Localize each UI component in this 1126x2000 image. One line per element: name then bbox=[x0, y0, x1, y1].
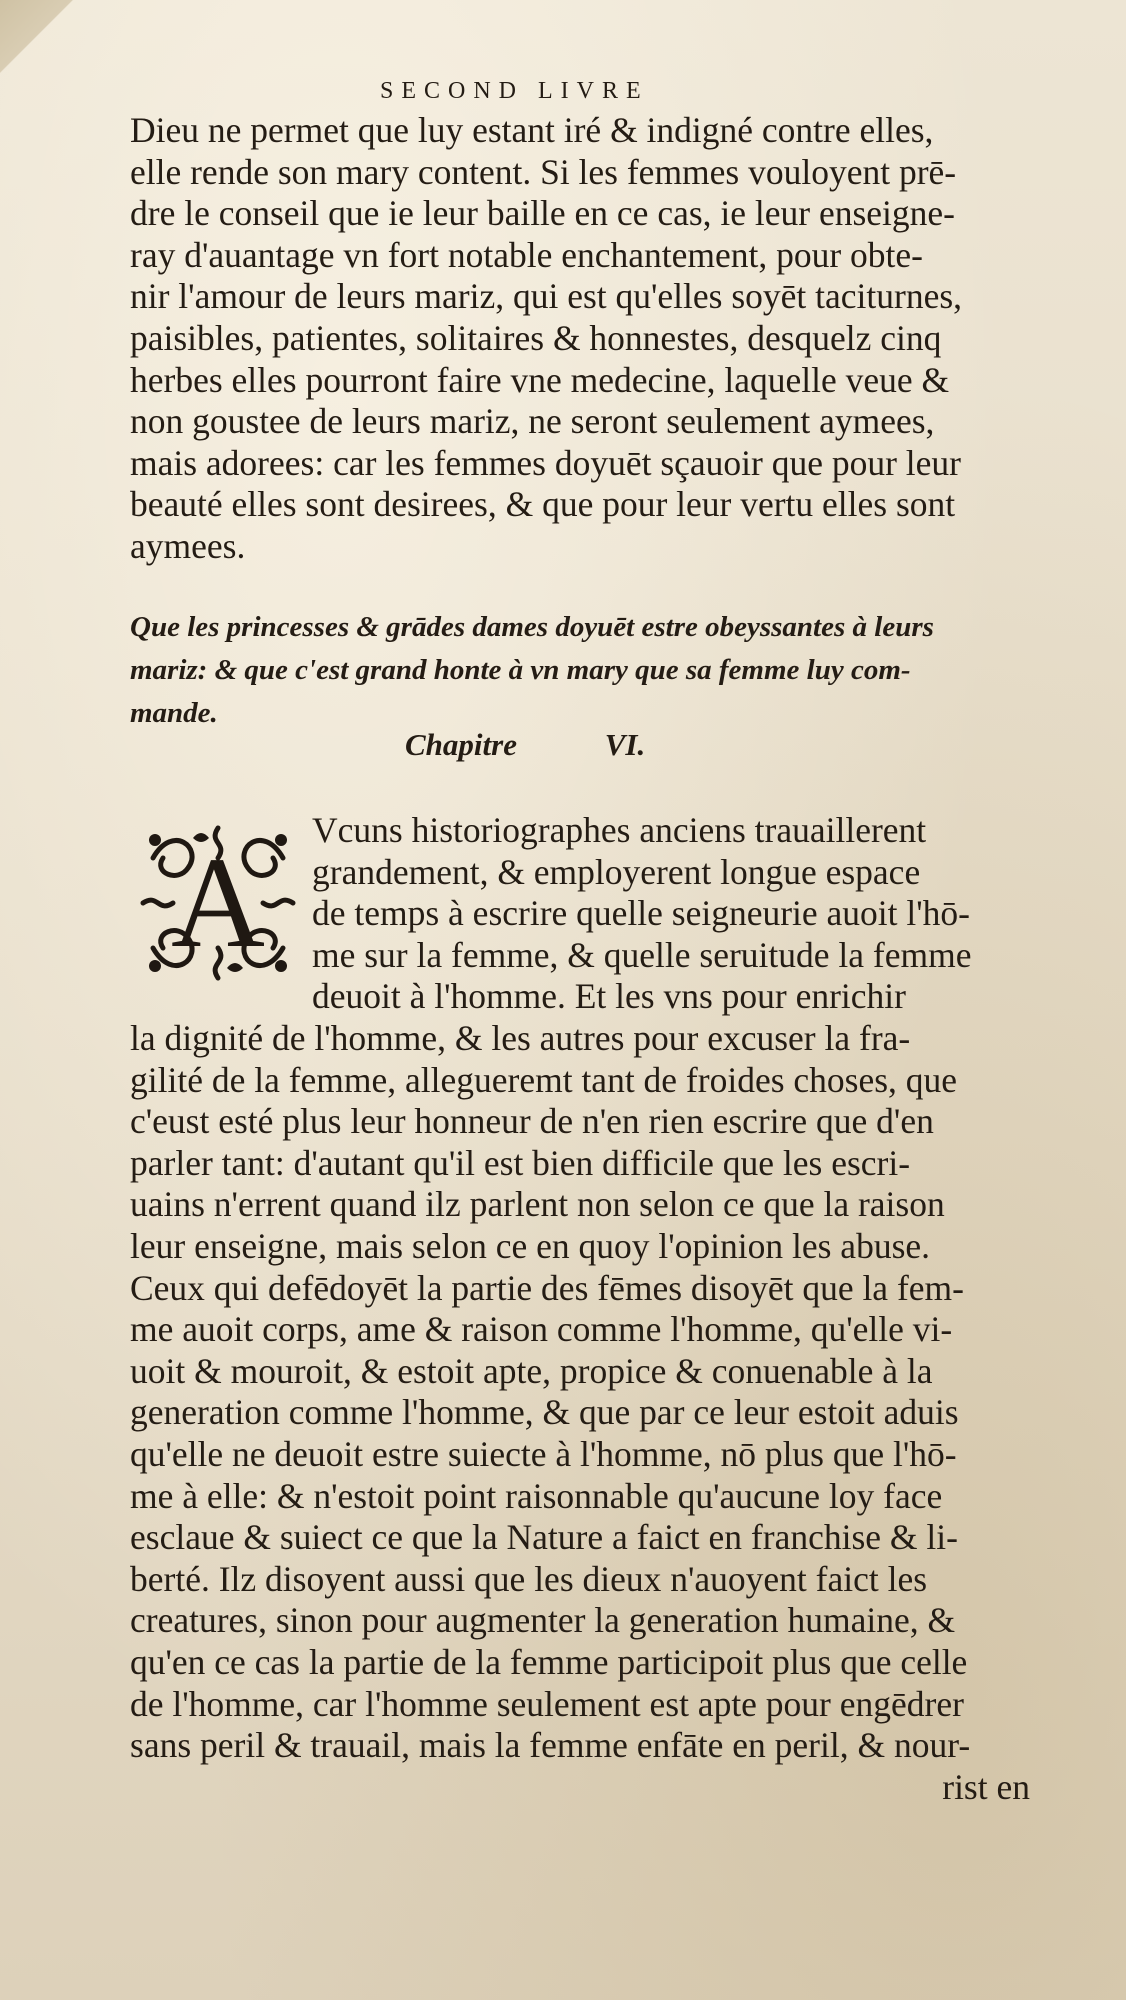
heading-line: mande. bbox=[130, 697, 218, 729]
text-line: c'eust esté plus leur honneur de n'en rien escrire que d'en bbox=[130, 1101, 934, 1142]
text-line: beauté elles sont desirees, & que pour leur vertu elles sont bbox=[130, 484, 956, 525]
text-line: creatures, sinon pour augmenter la generation humaine, & bbox=[130, 1600, 956, 1641]
text-line: nir l'amour de leurs mariz, qui est qu'elles soyēt taciturnes, bbox=[130, 276, 963, 317]
text-line: elle rende son mary content. Si les femmes vouloyent prē- bbox=[130, 151, 957, 192]
text-line: leur enseigne, mais selon ce en quoy l'opinion les abuse. bbox=[130, 1225, 931, 1266]
text-line: Vcuns historiographes anciens trauaillerent bbox=[312, 810, 927, 850]
chapter-number: VI. bbox=[604, 727, 646, 762]
decorated-initial bbox=[133, 818, 303, 988]
chapter-heading bbox=[130, 606, 1050, 735]
page-corner bbox=[0, 0, 80, 80]
text-line: berté. Ilz disoyent aussi que les dieux n'auoyent faict les bbox=[130, 1558, 928, 1599]
text-line: dre le conseil que ie leur baille en ce cas, ie leur enseigne- bbox=[130, 193, 955, 234]
text-line: uoit & mouroit, & estoit apte, propice & conuenable à la bbox=[130, 1350, 933, 1391]
text-line: de temps à escrire quelle seigneurie auoit l'hō- bbox=[312, 893, 970, 934]
heading-line: Que les princesses & grādes dames doyuēt estre obeyssantes à leurs bbox=[130, 611, 934, 643]
text-line: generation comme l'homme, & que par ce leur estoit aduis bbox=[130, 1392, 959, 1433]
running-head: SECOND LIVRE bbox=[380, 78, 649, 104]
text-line: non goustee de leurs mariz, ne seront seulement aymees, bbox=[130, 401, 935, 442]
chapter-title bbox=[405, 727, 645, 763]
text-line: gilité de la femme, allegueremt tant de froides choses, que bbox=[130, 1059, 958, 1100]
text-line: qu'en ce cas la partie de la femme participoit plus que celle bbox=[130, 1641, 968, 1682]
text-line: herbes elles pourront faire vne medecine, laquelle veue & bbox=[130, 359, 950, 400]
text-line: de l'homme, car l'homme seulement est apte pour engēdrer bbox=[130, 1683, 964, 1724]
text-line: esclaue & suiect ce que la Nature a faict en franchise & li- bbox=[130, 1517, 958, 1558]
text-line: parler tant: d'autant qu'il est bien difficile que les escri- bbox=[130, 1142, 911, 1183]
text-line: Ceux qui defēdoyēt la partie des fēmes disoyēt que la fem- bbox=[130, 1267, 964, 1308]
text-line: ray d'auantage vn fort notable enchantement, pour obte- bbox=[130, 234, 923, 275]
text-line: uains n'errent quand ilz parlent non selon ce que la raison bbox=[130, 1184, 945, 1225]
catchword: rist en bbox=[942, 1767, 1030, 1807]
initial-letter: A bbox=[171, 831, 265, 975]
text-line: la dignité de l'homme, & les autres pour excuser la fra- bbox=[130, 1018, 911, 1058]
opening-lines bbox=[312, 810, 1052, 1018]
chapter-label: Chapitre bbox=[405, 727, 517, 762]
heading-line: mariz: & que c'est grand honte à vn mary que sa femme luy com- bbox=[130, 654, 911, 686]
text-line: mais adorees: car les femmes doyuēt sçauoir que pour leur bbox=[130, 442, 961, 483]
text-line: me sur la femme, & quelle seruitude la femme bbox=[312, 934, 972, 975]
text-line: me à elle: & n'estoit point raisonnable qu'aucune loy face bbox=[130, 1475, 943, 1516]
top-paragraph bbox=[130, 110, 1050, 568]
text-line: Dieu ne permet que luy estant iré & indigné contre elles, bbox=[130, 110, 934, 150]
text-line: grandement, & employerent longue espace bbox=[312, 851, 921, 892]
text-line: paisibles, patientes, solitaires & honnestes, desquelz cinq bbox=[130, 317, 942, 358]
main-paragraph bbox=[130, 1018, 1050, 1767]
text-line: aymees. bbox=[130, 525, 246, 566]
text-line: sans peril & trauail, mais la femme enfāte en peril, & nour- bbox=[130, 1725, 971, 1766]
text-line: deuoit à l'homme. Et les vns pour enrichir bbox=[312, 976, 906, 1017]
text-line: qu'elle ne deuoit estre suiecte à l'homme, nō plus que l'hō- bbox=[130, 1433, 957, 1474]
text-line: me auoit corps, ame & raison comme l'homme, qu'elle vi- bbox=[130, 1309, 953, 1350]
